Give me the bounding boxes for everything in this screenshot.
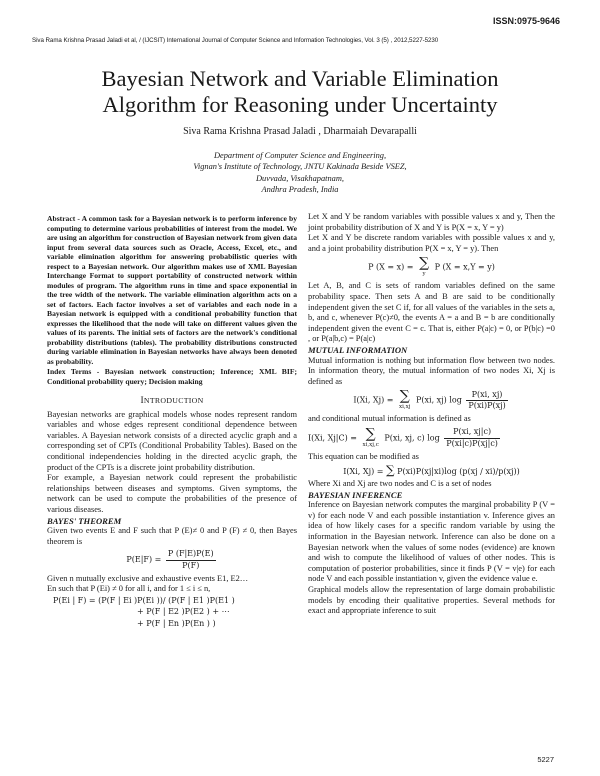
- issn: ISSN:0975-9646: [492, 16, 560, 26]
- summation: [363, 427, 379, 450]
- sigma-symbol: ∑: [419, 255, 430, 272]
- nodes-paragraph: Where Xi and Xj are two nodes and C is a set of nodes: [308, 479, 492, 489]
- equation-lhs: P (X = x) =: [368, 262, 414, 272]
- summation-index: y: [422, 271, 426, 278]
- equation-rhs: P (X = x,Y = y): [434, 262, 495, 272]
- conditional-mi-paragraph: and conditional mutual information is defined as: [308, 414, 471, 424]
- sigma-symbol: ∑: [385, 462, 395, 477]
- title-line-1: Bayesian Network and Variable Elimination: [101, 66, 499, 91]
- summation-index: xi,xj: [399, 404, 411, 411]
- page-number: 5227: [537, 755, 554, 764]
- modified-equation-paragraph: This equation can be modified as: [308, 451, 419, 461]
- affiliation-line: Vignan's Institute of Technology, JNTU Kakinada Beside VSEZ,: [193, 162, 407, 172]
- fraction-denominator: P(xi|c)P(xj|c): [446, 438, 498, 448]
- fraction-numerator: P (F|E)P(E): [166, 549, 216, 561]
- title-line-2: Algorithm for Reasoning under Uncertainty: [102, 92, 498, 117]
- mutual-info-paragraph: Mutual information is nothing but information flow between two nodes. In information theory, the mutual information of two nodes Xi, Xj is defined as: [308, 355, 555, 386]
- affiliation-line: Department of Computer Science and Engineering,: [213, 151, 387, 160]
- summation-index: xi,xj,c: [362, 441, 379, 448]
- fraction-denominator: P(xi)P(xj): [468, 401, 506, 411]
- fraction-numerator: P(xi, xj|c): [444, 427, 500, 439]
- affiliation: [30, 150, 570, 195]
- section-heading-introduction: [47, 396, 297, 407]
- affiliation-line: Andhra Pradesh, India: [261, 184, 339, 194]
- heading-initial: I: [140, 396, 144, 406]
- heading-rest: NTRODUCTION: [143, 396, 204, 405]
- paper-title: [30, 66, 570, 118]
- inference-paragraph-1: Inference on Bayesian network computes the marginal probability P (V = v) for each node V and each possible instantiation v. Inference gives an idea of how likely cases for a specific random variable by using the information in the Bayesian network. Inference can also be done on a Bayesian network when the values of some nodes (evidence) are known and wish to compute the likelihood of values of other nodes. This is computation of posterior probabilities, since it finds P (V = v|e) for each node V and each possible instantiation v, given the evidence value e.: [308, 500, 555, 584]
- sigma-symbol: ∑: [365, 425, 376, 442]
- authors: Siva Rama Krishna Prasad Jaladi , Dharmaiah Devarapalli: [183, 126, 417, 137]
- bayes-general-eq-line-1: P(Ei | F) = (P(F | Ei )P(Ei ))/ (P(F | E1 )P(E1 ): [53, 595, 235, 605]
- left-column: [47, 214, 297, 630]
- fraction-numerator: P(xi, xj): [466, 390, 507, 402]
- summation: [399, 389, 410, 412]
- inference-paragraph-2: Graphical models allow the representation of large domain probabilistic models by encoding their qualitative properties. Several methods for exact and appropriate inference to suit: [308, 585, 555, 616]
- mutual-info-equation: [308, 389, 555, 412]
- section-heading-bayes-theorem: BAYES' THEOREM: [47, 515, 122, 526]
- bayes-paragraph-1: Given two events E and F such that P (E)≠ 0 and P (F) ≠ 0, then Bayes theorem is: [47, 526, 297, 546]
- summation: [419, 256, 429, 279]
- equation-lhs: I(Xi, Xj|C) =: [308, 433, 357, 443]
- affiliation-line: Duvvada, Visakhapatnam,: [256, 173, 344, 183]
- log-label: log: [449, 395, 462, 405]
- bayes-equation: [47, 549, 297, 571]
- conditional-mi-equation: [308, 427, 555, 450]
- modified-mi-equation: [308, 462, 555, 478]
- bayes-paragraph-2b: En such that P (Ei) ≠ 0 for all i, and for 1 ≤ i ≤ n,: [47, 584, 211, 594]
- abstract: Abstract - A common task for a Bayesian network is to perform inference by computing to determine various probabilities of interest from the model. We are using an algorithm for construction of Bayesian network from given data input from several data sources such as Oracle, Access, Excel, etc., and variable elimination algorithm for answering probabilistic queries with respect to a Bayesian network. Our algorithm makes use of XML Bayesian Interchange Format to support portability of constructed network within modules of program. The algorithm runs in time and space exponential in the tree width of the network. The variable elimination algorithm acts on a set of factors. Each factor involves a set of variables and each node in a Bayesian network is equipped with a conditional probability function that expresses the likelihood that the node will take on different values given the values of its parents. The initial sets of factors are the network's conditional probability distributions (tables). The probability distributions constructed during variable elimination in Bayesian networks have always been denoted as probability.: [47, 214, 297, 366]
- equation-term: P(xi, xj): [416, 395, 447, 405]
- cmi-fraction: [444, 427, 500, 449]
- equation-lhs: I(Xi, Xj) =: [343, 466, 384, 476]
- equation-lhs: P(E|F) =: [126, 555, 162, 565]
- joint-paragraph: Let X and Y be random variables with possible values x and y, Then the joint probability distribution of X and Y is P(X = x, Y = y): [308, 212, 555, 232]
- equation-lhs: I(Xi, Xj) =: [353, 395, 394, 405]
- equation-term: P(xi, xj, c) log: [384, 433, 440, 443]
- sigma-symbol: ∑: [399, 388, 410, 405]
- marginal-equation: [308, 256, 555, 279]
- intro-paragraph-1: Bayesian networks are graphical models whose nodes represent random variables and whose edges represent conditional dependence between variables. A Bayesian network consists of a directed acyclic graph and a corresponding set of CPTs (Conditional Probability Tables). Based on the conditional independencies holding in the directed acyclic graph, the product of the CPTs is a discrete joint probability distribution.: [47, 409, 297, 472]
- section-heading-bayesian-inference: BAYESIAN INFERENCE: [308, 489, 403, 500]
- bayes-paragraph-2a: Given n mutually exclusive and exhaustive events E1, E2…: [47, 573, 249, 583]
- running-head: Siva Rama Krishna Prasad Jaladi et al, / (IJCSIT) International Journal of Computer Science and Information Technologies, Vol. 3 (5) , 2012,5227-5230: [32, 37, 439, 44]
- fraction-denominator: P(F): [182, 560, 200, 570]
- conditional-independence-paragraph: Let A, B, and C is sets of random variables defined on the same probability space. Then sets A and B are said to be conditionally independent given the set C if, for all values of the variables in the sets a, b, and c, whenever P(c)≠0, the events A = a and B = b are conditionally independent given the event C = c. That is, either P(a|c) = 0, or P(b|c) =0 , or P(a|b,c) = P(a|c): [308, 281, 555, 344]
- mi-fraction: [466, 390, 507, 412]
- intro-paragraph-2: For example, a Bayesian network could represent the probabilistic relationships between diseases and symptoms. Given symptoms, the network can be used to compute the probabilities of the presence of various diseases.: [47, 473, 297, 514]
- bayes-general-eq-line-3: + P(F | En )P(En ) ): [137, 618, 216, 628]
- equation-term: P(xi)P(xj|xi)log (p(xj / xi)/p(xj)): [397, 466, 520, 476]
- discrete-paragraph: Let X and Y be discrete random variables with possible values x and y, and a joint probability distribution P(X = x, Y = y). Then: [308, 233, 555, 253]
- right-column: [308, 212, 555, 617]
- bayes-fraction: [166, 549, 216, 571]
- bayes-general-eq-line-2: + P(F | E2 )P(E2 ) + ⋯: [137, 607, 230, 617]
- index-terms: Index Terms - Bayesian network construction; Inference; XML BIF; Conditional probability query; Decision making: [47, 367, 297, 386]
- section-heading-mutual-information: MUTUAL INFORMATION: [308, 344, 408, 355]
